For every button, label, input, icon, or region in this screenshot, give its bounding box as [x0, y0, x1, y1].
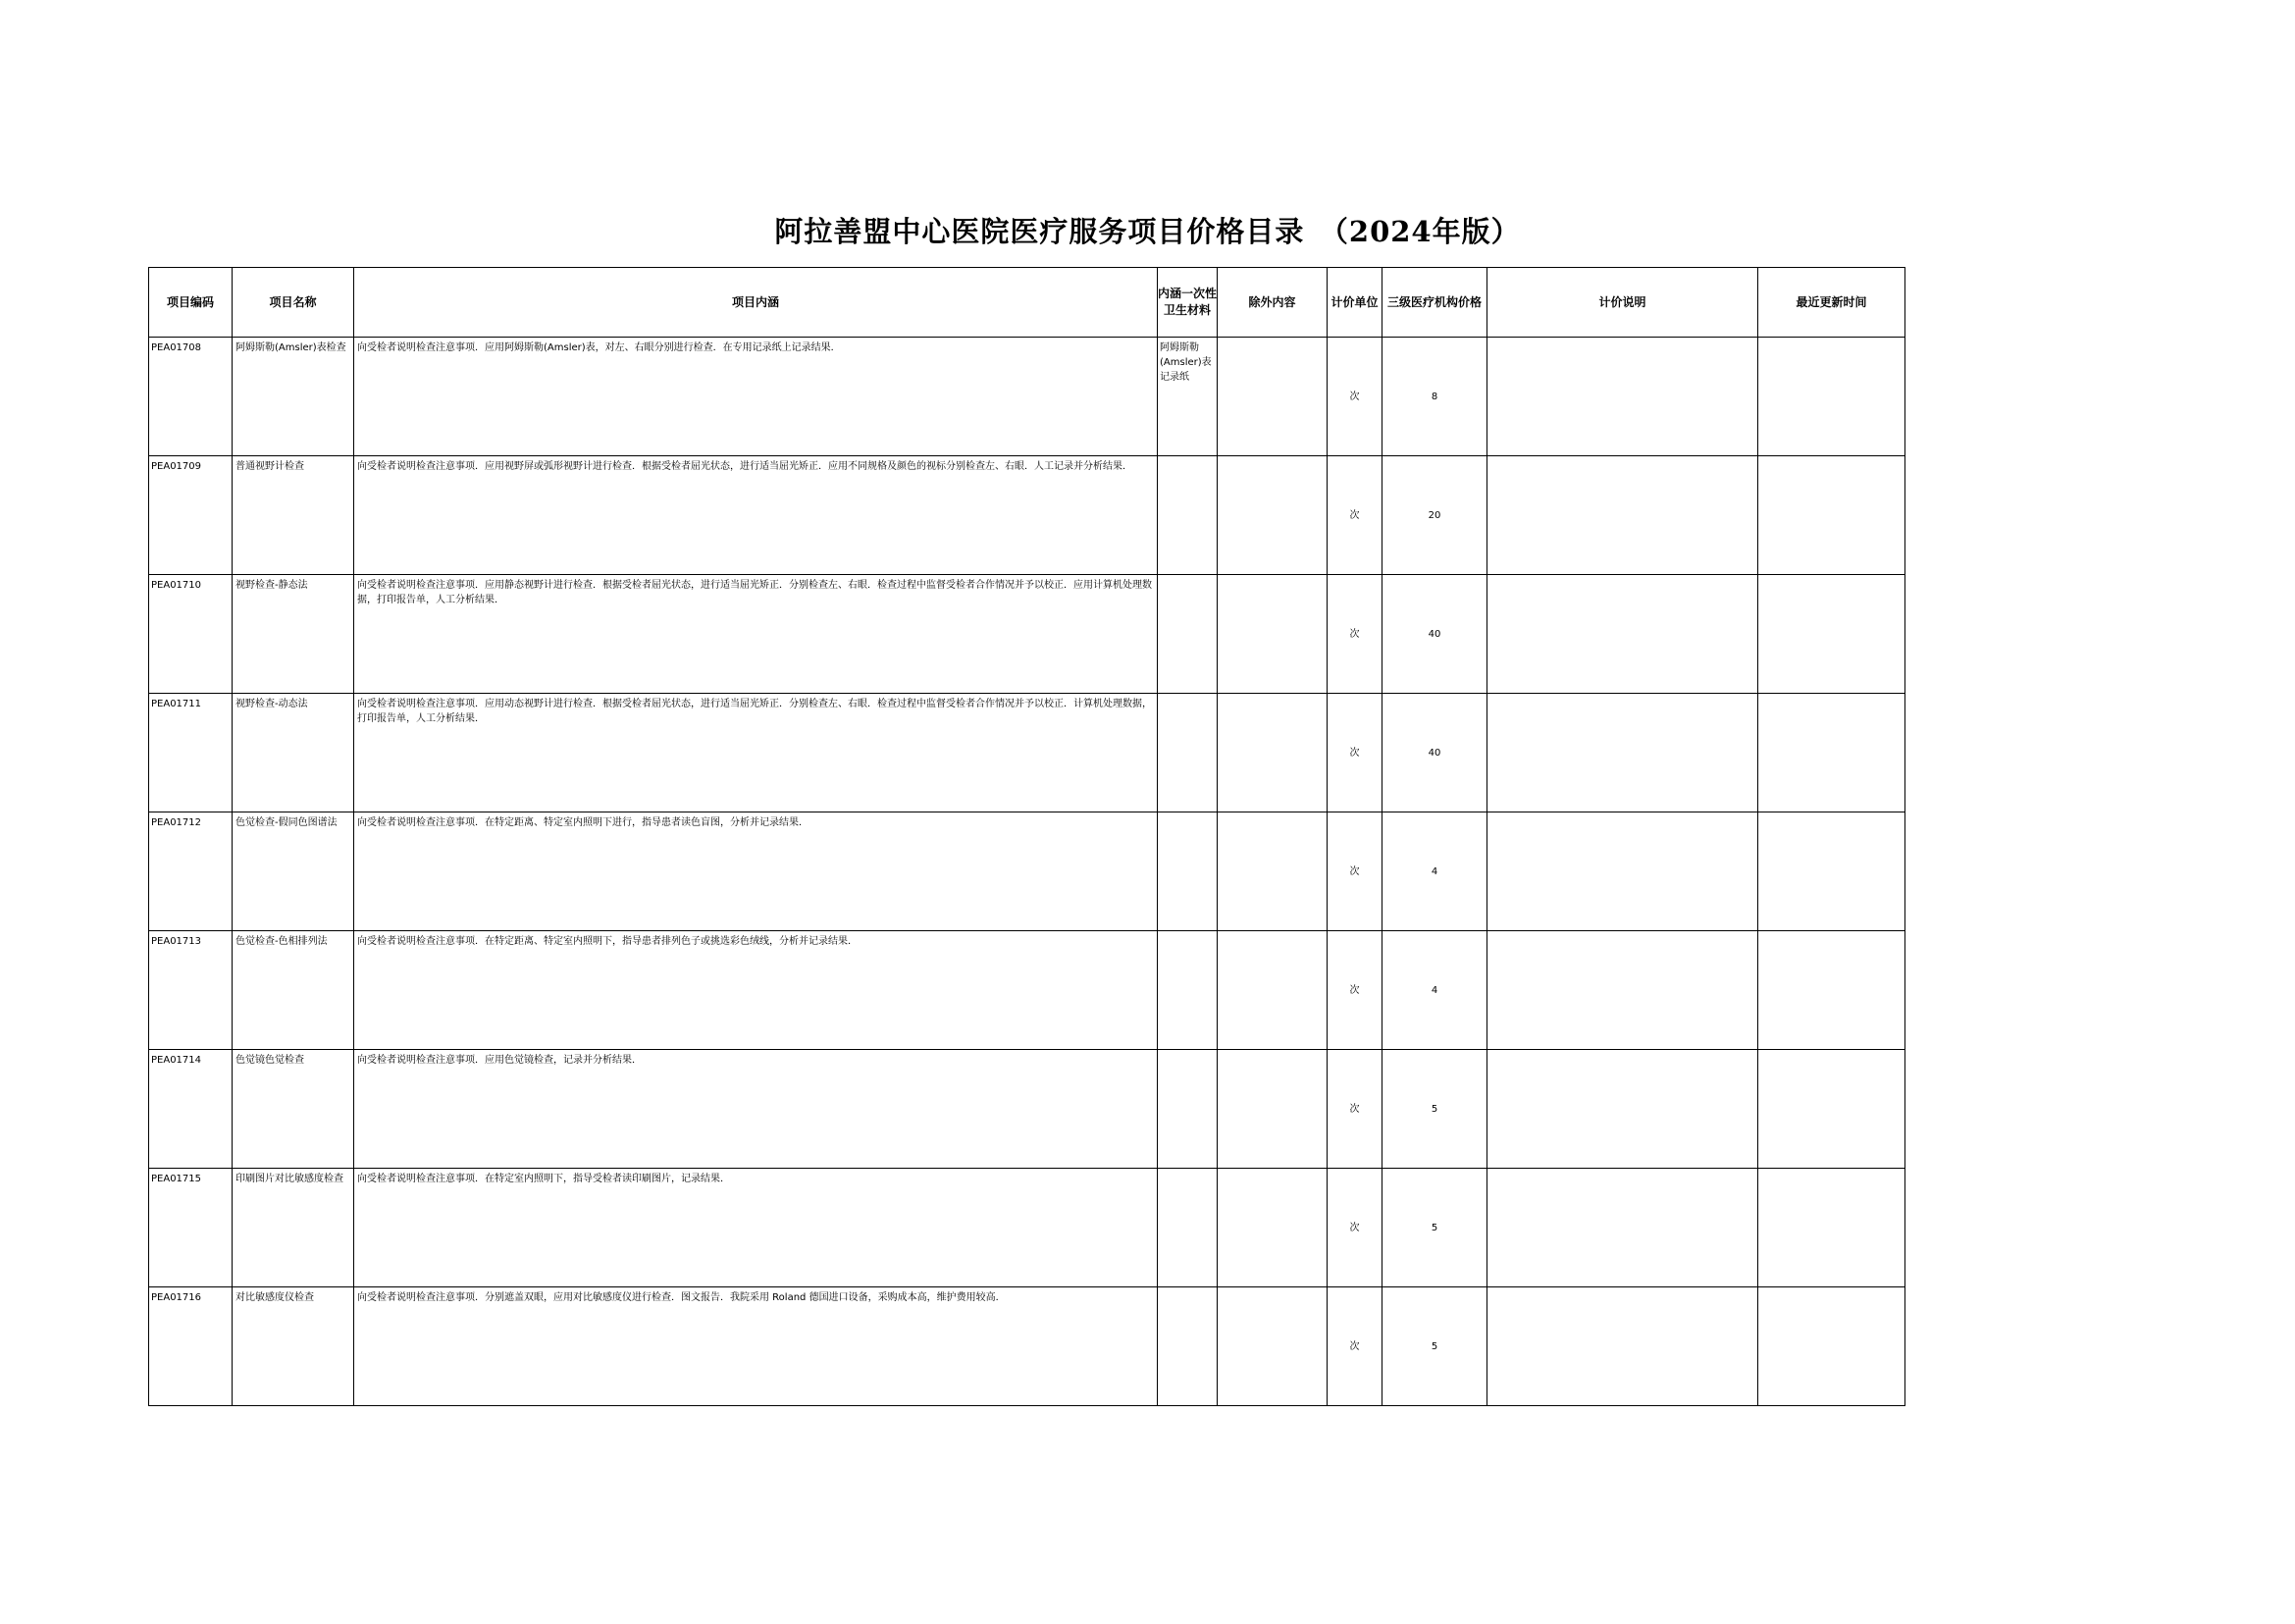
cell-name: 色觉镜色觉检查 [233, 1050, 354, 1169]
header-unit: 计价单位 [1328, 268, 1382, 338]
cell-code: PEA01710 [149, 575, 233, 694]
table-row [149, 812, 1905, 931]
price-table [148, 267, 1905, 1406]
cell-updated [1758, 1169, 1905, 1287]
cell-name: 色觉检查-色相排列法 [233, 931, 354, 1050]
cell-content: 向受检者说明检查注意事项．应用静态视野计进行检查．根据受检者屈光状态，进行适当屈光矫正．分别检查左、右眼．检查过程中监督受检者合作情况并予以校正．应用计算机处理数据，打印报告单，人工分析结果． [354, 575, 1158, 694]
cell-name: 视野检查-静态法 [233, 575, 354, 694]
cell-content: 向受检者说明检查注意事项．应用色觉镜检查，记录并分析结果． [354, 1050, 1158, 1169]
cell-content: 向受检者说明检查注意事项．在特定距离、特定室内照明下进行，指导患者读色盲图，分析并记录结果． [354, 812, 1158, 931]
cell-updated [1758, 575, 1905, 694]
cell-name: 色觉检查-假同色图谱法 [233, 812, 354, 931]
cell-note [1487, 1050, 1758, 1169]
cell-exclusion [1218, 1287, 1328, 1406]
cell-note [1487, 575, 1758, 694]
cell-code: PEA01709 [149, 456, 233, 575]
cell-content: 向受检者说明检查注意事项．应用视野屏或弧形视野计进行检查．根据受检者屈光状态，进行适当屈光矫正．应用不同规格及颜色的视标分别检查左、右眼．人工记录并分析结果． [354, 456, 1158, 575]
table-row [149, 1287, 1905, 1406]
cell-updated [1758, 694, 1905, 812]
cell-unit: 次 [1328, 812, 1382, 931]
cell-price: 20 [1382, 456, 1487, 575]
cell-note [1487, 456, 1758, 575]
cell-material [1158, 694, 1218, 812]
cell-exclusion [1218, 1169, 1328, 1287]
cell-content: 向受检者说明检查注意事项．应用动态视野计进行检查．根据受检者屈光状态，进行适当屈光矫正．分别检查左、右眼．检查过程中监督受检者合作情况并予以校正．计算机处理数据，打印报告单，人工分析结果． [354, 694, 1158, 812]
table-row [149, 931, 1905, 1050]
cell-material [1158, 456, 1218, 575]
cell-price: 40 [1382, 694, 1487, 812]
table-row [149, 1050, 1905, 1169]
header-content: 项目内涵 [354, 268, 1158, 338]
cell-note [1487, 338, 1758, 456]
cell-price: 8 [1382, 338, 1487, 456]
cell-code: PEA01713 [149, 931, 233, 1050]
cell-code: PEA01716 [149, 1287, 233, 1406]
header-price: 三级医疗机构价格 [1382, 268, 1487, 338]
table-row [149, 1169, 1905, 1287]
cell-unit: 次 [1328, 694, 1382, 812]
cell-content: 向受检者说明检查注意事项．在特定室内照明下，指导受检者读印刷图片，记录结果． [354, 1169, 1158, 1287]
cell-content: 向受检者说明检查注意事项．分别遮盖双眼，应用对比敏感度仪进行检查．图文报告．我院采用 Roland 德国进口设备，采购成本高，维护费用较高． [354, 1287, 1158, 1406]
cell-updated [1758, 338, 1905, 456]
cell-unit: 次 [1328, 338, 1382, 456]
table-row [149, 338, 1905, 456]
cell-code: PEA01715 [149, 1169, 233, 1287]
cell-exclusion [1218, 575, 1328, 694]
cell-code: PEA01708 [149, 338, 233, 456]
cell-unit: 次 [1328, 931, 1382, 1050]
cell-material [1158, 931, 1218, 1050]
cell-unit: 次 [1328, 575, 1382, 694]
cell-exclusion [1218, 931, 1328, 1050]
cell-material [1158, 812, 1218, 931]
header-note: 计价说明 [1487, 268, 1758, 338]
cell-material [1158, 1050, 1218, 1169]
cell-price: 5 [1382, 1169, 1487, 1287]
cell-exclusion [1218, 338, 1328, 456]
cell-price: 4 [1382, 931, 1487, 1050]
cell-updated [1758, 812, 1905, 931]
header-code: 项目编码 [149, 268, 233, 338]
cell-price: 40 [1382, 575, 1487, 694]
cell-unit: 次 [1328, 1169, 1382, 1287]
cell-code: PEA01712 [149, 812, 233, 931]
cell-note [1487, 1287, 1758, 1406]
cell-material [1158, 1287, 1218, 1406]
cell-unit: 次 [1328, 1287, 1382, 1406]
cell-price: 5 [1382, 1050, 1487, 1169]
cell-note [1487, 694, 1758, 812]
cell-exclusion [1218, 456, 1328, 575]
cell-exclusion [1218, 694, 1328, 812]
cell-material: 阿姆斯勒(Amsler)表记录纸 [1158, 338, 1218, 456]
cell-note [1487, 812, 1758, 931]
cell-name: 印刷图片对比敏感度检查 [233, 1169, 354, 1287]
cell-unit: 次 [1328, 1050, 1382, 1169]
cell-note [1487, 1169, 1758, 1287]
table-header-row [149, 268, 1905, 338]
document-title: 阿拉善盟中心医院医疗服务项目价格目录 （2024年版） [774, 215, 1521, 248]
header-name: 项目名称 [233, 268, 354, 338]
cell-updated [1758, 1287, 1905, 1406]
cell-content: 向受检者说明检查注意事项．应用阿姆斯勒(Amsler)表，对左、右眼分别进行检查．在专用记录纸上记录结果． [354, 338, 1158, 456]
cell-code: PEA01711 [149, 694, 233, 812]
cell-material [1158, 575, 1218, 694]
cell-updated [1758, 1050, 1905, 1169]
header-updated: 最近更新时间 [1758, 268, 1905, 338]
cell-updated [1758, 931, 1905, 1050]
cell-updated [1758, 456, 1905, 575]
cell-unit: 次 [1328, 456, 1382, 575]
cell-material [1158, 1169, 1218, 1287]
header-exclusion: 除外内容 [1218, 268, 1328, 338]
cell-content: 向受检者说明检查注意事项．在特定距离、特定室内照明下，指导患者排列色子或挑选彩色绒线，分析并记录结果． [354, 931, 1158, 1050]
cell-exclusion [1218, 1050, 1328, 1169]
cell-price: 5 [1382, 1287, 1487, 1406]
cell-name: 对比敏感度仪检查 [233, 1287, 354, 1406]
cell-code: PEA01714 [149, 1050, 233, 1169]
table-row [149, 694, 1905, 812]
cell-note [1487, 931, 1758, 1050]
cell-name: 普通视野计检查 [233, 456, 354, 575]
cell-exclusion [1218, 812, 1328, 931]
cell-name: 阿姆斯勒(Amsler)表检查 [233, 338, 354, 456]
table-row [149, 456, 1905, 575]
cell-name: 视野检查-动态法 [233, 694, 354, 812]
table-row [149, 575, 1905, 694]
cell-price: 4 [1382, 812, 1487, 931]
header-material: 内涵一次性卫生材料 [1158, 268, 1218, 338]
